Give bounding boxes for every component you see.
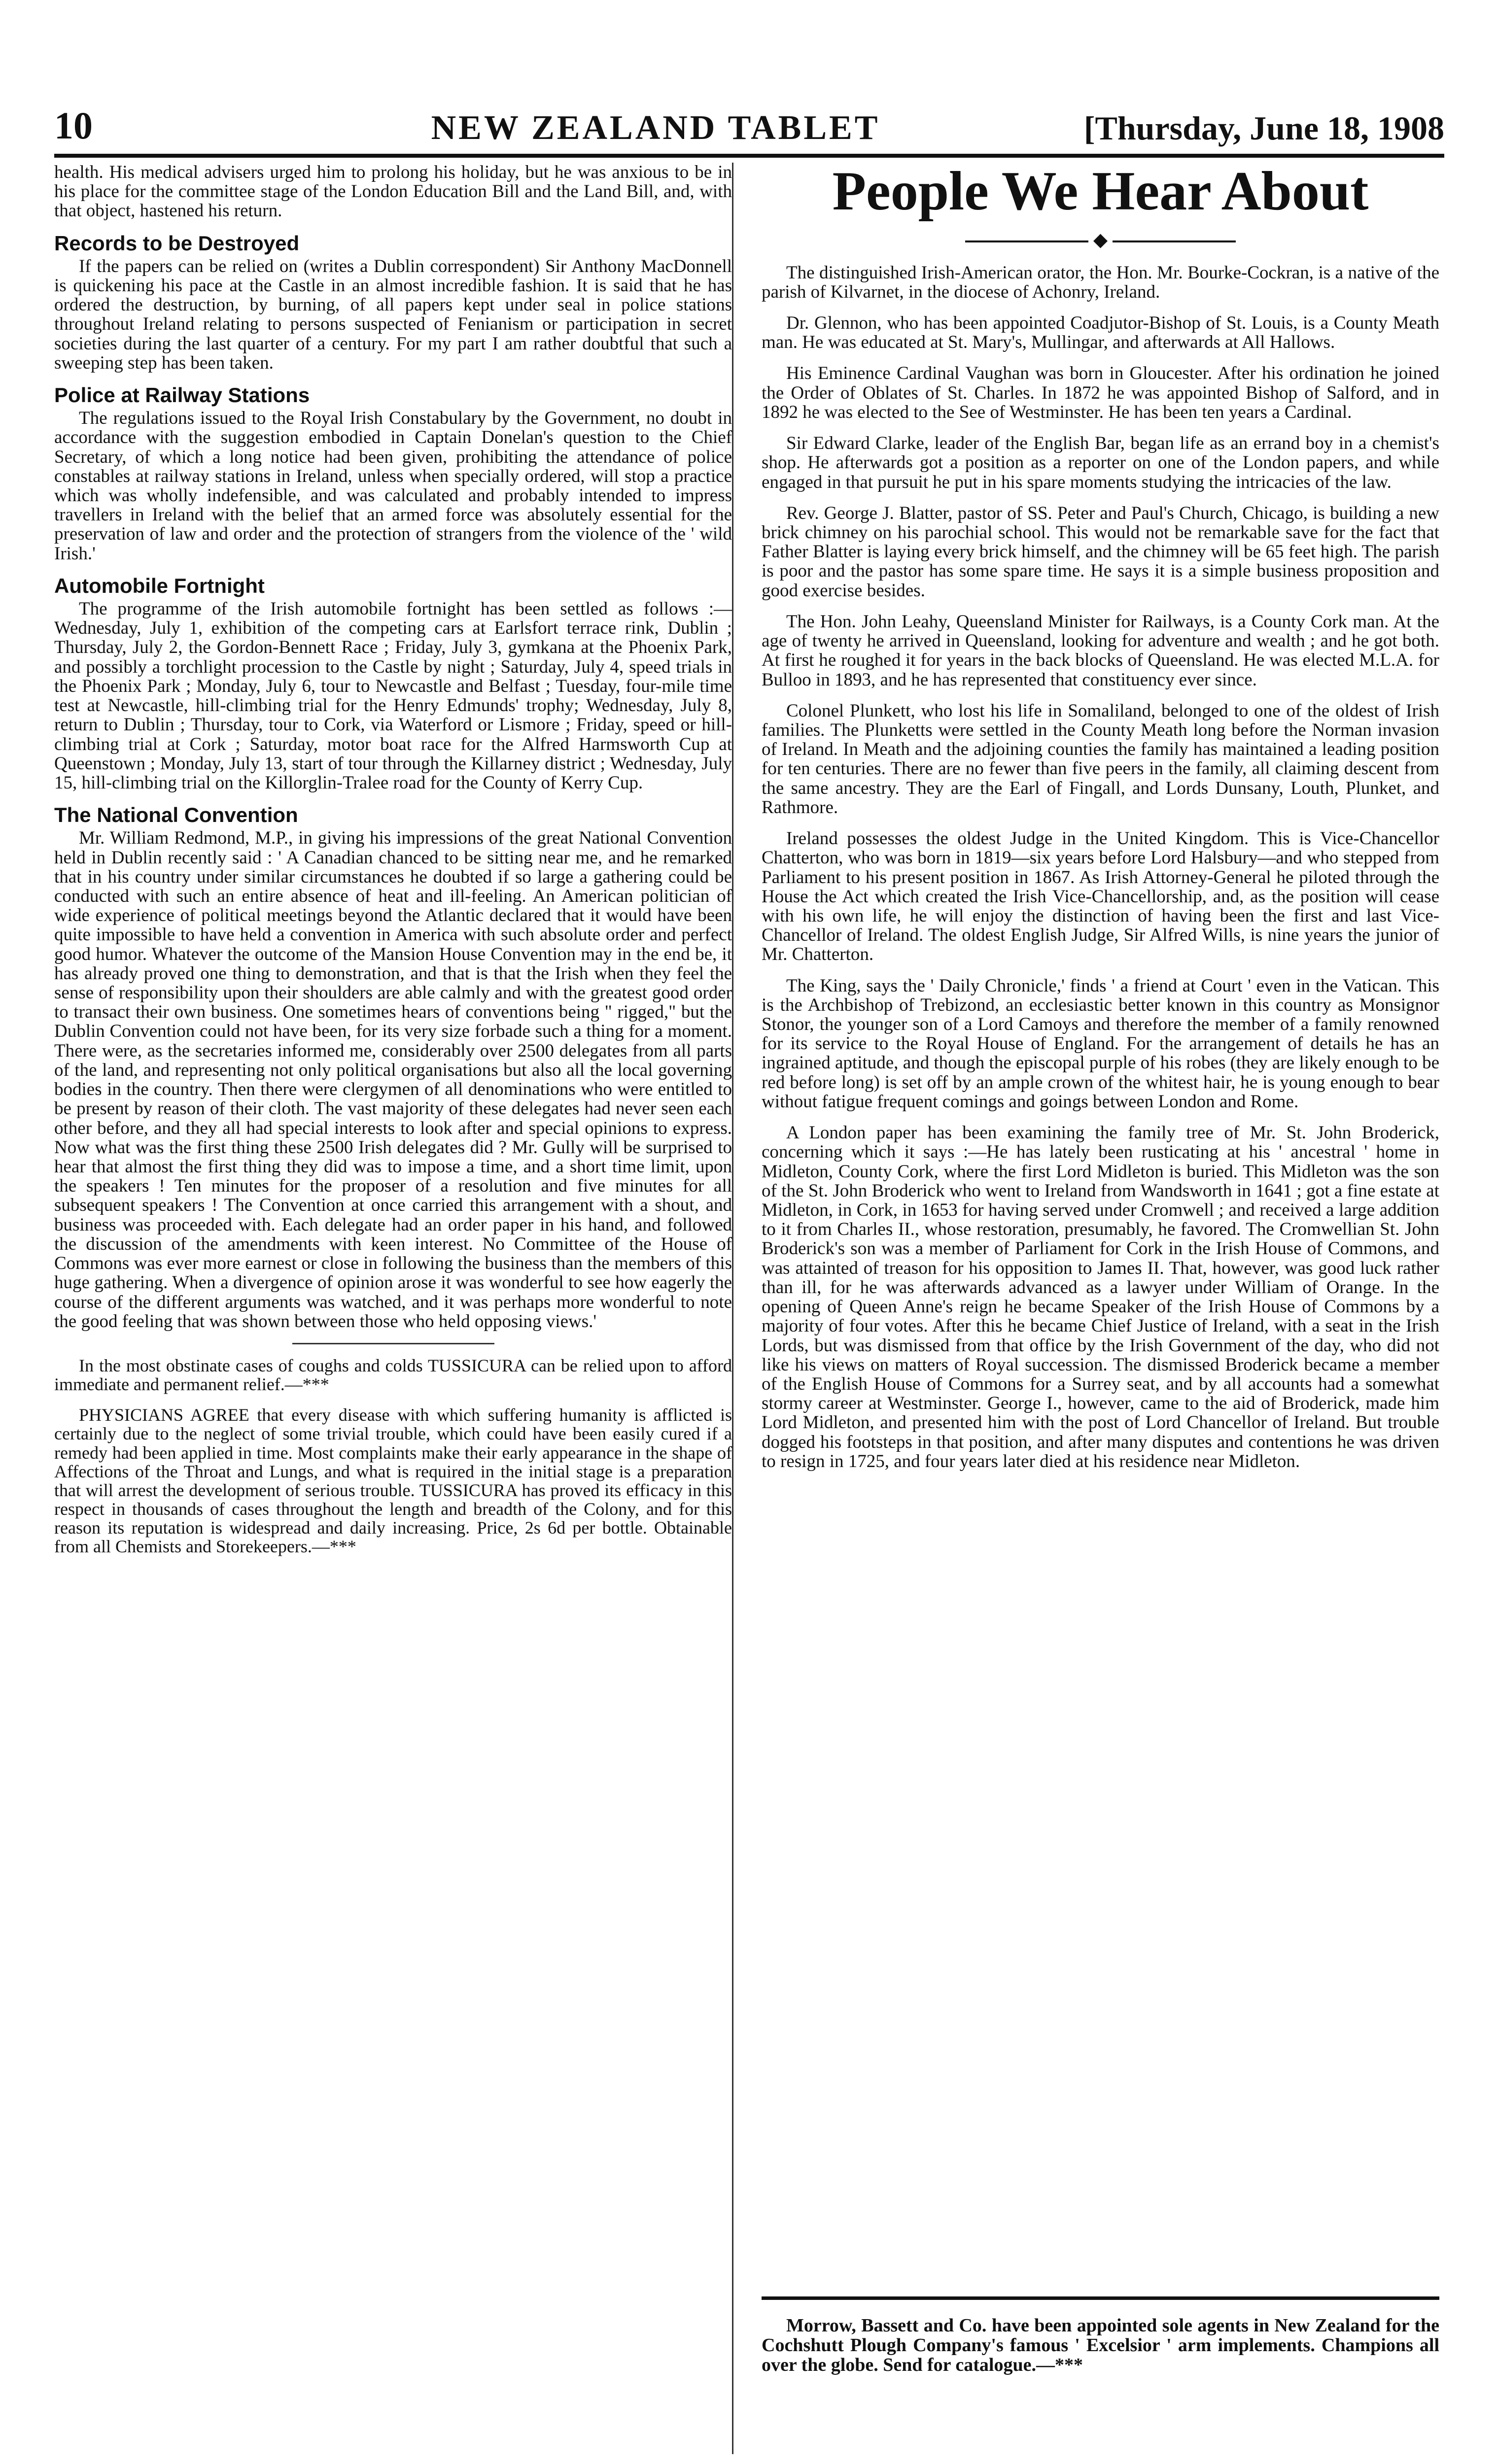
section-heading: Automobile Fortnight	[54, 574, 265, 597]
bottom-rule	[762, 2296, 1439, 2300]
agency-notice	[762, 2316, 1439, 2387]
news-paragraph: The distinguished Irish-American orator, the Hon. Mr. Bourke-Cockran, is a native of the parish of Kilvarnet, in the diocese of Achonry, Ireland.	[762, 262, 1439, 302]
section-heading: The National Convention	[54, 803, 298, 827]
news-paragraph: Rev. George J. Blatter, pastor of SS. Peter and Paul's Church, Chicago, is building a new brick chimney on his parochial school. This would not be remarkable save for the fact that Father Blatter is laying every brick himself, and the chimney will be 65 feet high. The parish is poor and the pastor has some spare time. He says it is a simple business proposition and good exercise besides.	[762, 503, 1439, 601]
section-heading: Records to be Destroyed	[54, 231, 300, 255]
news-paragraph: The Hon. John Leahy, Queensland Minister for Railways, is a County Cork man. At the age of twenty he arrived in Queensland, looking for adventure and wealth ; and he got both. At first he roughed it for years in the back blocks of Queensland. He was elected M.L.A. for Bulloo in 1893, and he has represented that constituency ever since.	[762, 611, 1439, 690]
news-paragraph: His Eminence Cardinal Vaughan was born in Gloucester. After his ordination he joined the Order of Oblates of St. Charles. In 1872 he was appointed Bishop of Salford, and in 1892 he was elected to the See of Westminster. He has been ten years a Cardinal.	[762, 363, 1439, 422]
newspaper-title: NEW ZEALAND TABLET	[431, 109, 880, 147]
continued-paragraph: health. His medical advisers urged him to prolong his holiday, but he was anxious to be in his place for the committee stage of the London Education Bill and the Land Bill, and, with that object, hastened his return.	[54, 162, 732, 221]
advertisement-block	[54, 1356, 732, 1556]
diamond-icon: ◆	[1093, 229, 1108, 250]
rule-left	[965, 240, 1088, 242]
news-paragraph: Sir Edward Clarke, leader of the English Bar, began life as an errand boy in a chemist's shop. He afterwards got a position as a reporter on one of the London papers, and while engaged in that pursuit he put in his spare moments studying the intricacies of the law.	[762, 433, 1439, 492]
issue-date: [Thursday, June 18, 1908	[1083, 109, 1444, 147]
section-separator	[292, 1343, 494, 1344]
notice-paragraph: Morrow, Bassett and Co. have been appointed sole agents in New Zealand for the Cochshutt Plough Company's famous ' Excelsior ' arm implements. Champions all over the globe. Send for catalogue.—***	[762, 2315, 1439, 2375]
section-paragraph: Mr. William Redmond, M.P., in giving his impressions of the great National Convention held in Dublin recently said : ' A Canadian chanced to be sitting near me, and he remarked that in his country under similar circumstances he doubted if so large a gathering could be conducted with such an entire absence of heat and ill-feeling. An American politician of wide experience of political meetings beyond the Atlantic declared that it would have been quite impossible to have held a convention in America with such absolute order and perfect good humor. Whatever the outcome of the Mansion House Convention may in the end be, it has already proved one thing to demonstration, and that is that the Irish when they feel the sense of responsibility upon their shoulders are able calmly and with the greatest good order to transact their own business. One sometimes hears of conventions being " rigged," but the Dublin Convention could not have been, for its very size forbade such a thing for a moment. There were, as the secretaries informed me, considerably over 2500 delegates from all parts of the land, and representing not only political organisations but also all the local governing bodies in the country. Then there were clergymen of all denominations who were entitled to be present by reason of their cloth. The vast majority of these delegates had never seen each other before, and they all had special interests to look after and special opinions to express. Now what was the first thing these 2500 Irish delegates did ? Mr. Gully will be surprised to hear that almost the first thing they did was to impose a time, and a short time limit, upon the speakers ! Ten minutes for the proposer of a resolution and five minutes for all subsequent speakers ! The Convention at once carried this arrangement with a shout, and business was proceeded with. Each delegate had an order paper in his hand, and followed the discussion of the amendments with keen interest. No Committee of the House of Commons was ever more earnest or close in following the business than the members of this huge gathering. When a divergence of opinion arose it was wonderful to see how eagerly the course of the different arguments was watched, and it was perhaps more wonderful to note the good feeling that was shown between those who held opposing views.'	[54, 828, 732, 1332]
news-paragraph: Ireland possesses the oldest Judge in the United Kingdom. This is Vice-Chancellor Chatterton, who was born in 1819—six years before Lord Halsbury—and who stepped from Parliament to his present position in 1867. As Irish Attorney-General he piloted through the House the Act which created the Irish Vice-Chancellorship, and, as the position will cease with his own life, he will enjoy the distinction of having been the first and last Vice-Chancellor of Ireland. The oldest English Judge, Sir Alfred Wills, is nine years the junior of Mr. Chatterton.	[762, 828, 1439, 965]
news-paragraph: The King, says the ' Daily Chronicle,' finds ' a friend at Court ' even in the Vatican. This is the Archbishop of Trebizond, an ecclesiastic better known in this country as Monsignor Stonor, the younger son of a Lord Camoys and therefore the member of a family renowned for its service to the Royal House of England. For the arrangement of details he has an ingrained aptitude, and though the episcopal purple of his robes (they are likely enough to be red before long) is set off by an ample crown of the whitest hair, he is young enough to bear without fatigue frequent comings and goings between London and Rome.	[762, 975, 1439, 1112]
decorative-rule	[762, 231, 1439, 249]
news-paragraph: Dr. Glennon, who has been appointed Coadjutor-Bishop of St. Louis, is a County Meath man. He was educated at St. Mary's, Mullingar, and afterwards at All Hallows.	[762, 313, 1439, 353]
right-column	[762, 163, 1439, 1483]
advertisement-paragraph: PHYSICIANS AGREE that every disease with which suffering humanity is afflicted is certainly due to the neglect of some trivial trouble, which could have been easily cured if a remedy had been applied in time. Most complaints make their early appearance in the shape of Affections of the Throat and Lungs, and what is required in the initial stage is a preparation that will arrest the development of serious trouble. TUSSICURA has proved its efficacy in this respect in thousands of cases throughout the length and breadth of the Colony, and for this reason its reputation is widespread and daily increasing. Price, 2s 6d per bottle. Obtainable from all Chemists and Storekeepers.—***	[54, 1405, 732, 1557]
news-paragraph: Colonel Plunkett, who lost his life in Somaliland, belonged to one of the oldest of Irish families. The Plunketts were settled in the County Meath long before the Norman invasion of Ireland. In Meath and the adjoining counties the family has maintained a leading position for ten centuries. There are no fewer than five peers in the family, all claiming descent from the same ancestry. They are the Earl of Fingall, and Lords Dunsany, Louth, Plunket, and Rathmore.	[762, 700, 1439, 818]
left-column	[54, 163, 732, 1568]
section-heading: Police at Railway Stations	[54, 383, 310, 407]
column-divider	[732, 163, 733, 2454]
section-paragraph: The regulations issued to the Royal Irish Constabulary by the Government, no doubt in accordance with the suggestion embodied in Captain Donelan's question to the Chief Secretary, of which a long notice had been given, prohibiting the attendance of police constables at railway stations in Ireland, unless when specially ordered, will stop a practice which was wholly indefensible, and was calculated and probably intended to impress travellers in Ireland with the belief that an armed force was absolutely essential for the preservation of law and order and the protection of strangers from the violence of the ' wild Irish.'	[54, 408, 732, 564]
news-paragraph: A London paper has been examining the family tree of Mr. St. John Broderick, concerning which it says :—He has lately been rusticating at his ' ancestral ' home in Midleton, County Cork, where the first Lord Midleton is buried. This Midleton was the son of the St. John Broderick who went to Ireland from Wandsworth in 1641 ; got a fine estate at Midleton, in Cork, in 1653 for having served under Cromwell ; and received a large addition to it from Charles II., whose restoration, presumably, he favored. The Cromwellian St. John Broderick's son was a member of Parliament for Cork in the Irish House of Commons, and was attainted of treason for his opposition to James II. That, however, was good luck rather than ill, for he was afterwards advanced as a lawyer under William of Orange. In the opening of Queen Anne's reign he became Speaker of the Irish House of Commons by a majority of four votes. After this he became Chief Justice of Ireland, with a seat in the Irish Lords, but was dismissed from that office by the Irish Government of the day, who did not like his views on matters of Royal succession. The dismissed Broderick became a member of the English House of Commons for a Surrey seat, and by all accounts had a somewhat stormy career at Westminster. George I., however, came to the aid of Broderick, made him Lord Midleton, and presented him with the post of Lord Chancellor of Ireland. But trouble dogged his footsteps in that position, and after many disputes and contentions he was driven to resign in 1725, and four years later died at his residence near Midleton.	[762, 1123, 1439, 1472]
section-paragraph: If the papers can be relied on (writes a Dublin correspondent) Sir Anthony MacDonnell is quickening his pace at the Castle in an almost incredible fashion. It is said that he has ordered the destruction, by burning, of all papers kept under seal in police stations throughout Ireland relating to persons suspected of Fenianism or participation in secret societies during the last quarter of a century. For my part I am rather doubtful that such a sweeping step has been taken.	[54, 256, 732, 373]
advertisement-paragraph: In the most obstinate cases of coughs and colds TUSSICURA can be relied upon to afford immediate and permanent relief.—***	[54, 1355, 732, 1395]
section-paragraph: The programme of the Irish automobile fortnight has been settled as follows :—Wednesday, July 1, exhibition of the competing cars at Earlsfort terrace rink, Dublin ; Thursday, July 2, the Gordon-Bennett Race ; Friday, July 3, gymkana at the Phoenix Park, and possibly a torchlight procession to the Castle by night ; Saturday, July 4, speed trials in the Phoenix Park ; Monday, July 6, tour to Newcastle and Belfast ; Tuesday, four-mile time test at Newcastle, hill-climbing trial for the Henry Edmunds' trophy; Wednesday, July 8, return to Dublin ; Thursday, tour to Cork, via Waterford or Lismore ; Friday, speed or hill-climbing trial at Cork ; Saturday, motor boat race for the Alfred Harmsworth Cup at Queenstown ; Monday, July 13, start of tour through the Killarney district ; Wednesday, July 15, hill-climbing trial on the Killorglin-Tralee road for the County of Kerry Cup.	[54, 599, 732, 793]
masthead	[54, 84, 1444, 158]
page-number: 10	[54, 104, 93, 147]
page-headline: People We Hear About	[832, 161, 1369, 222]
rule-right	[1113, 240, 1236, 242]
